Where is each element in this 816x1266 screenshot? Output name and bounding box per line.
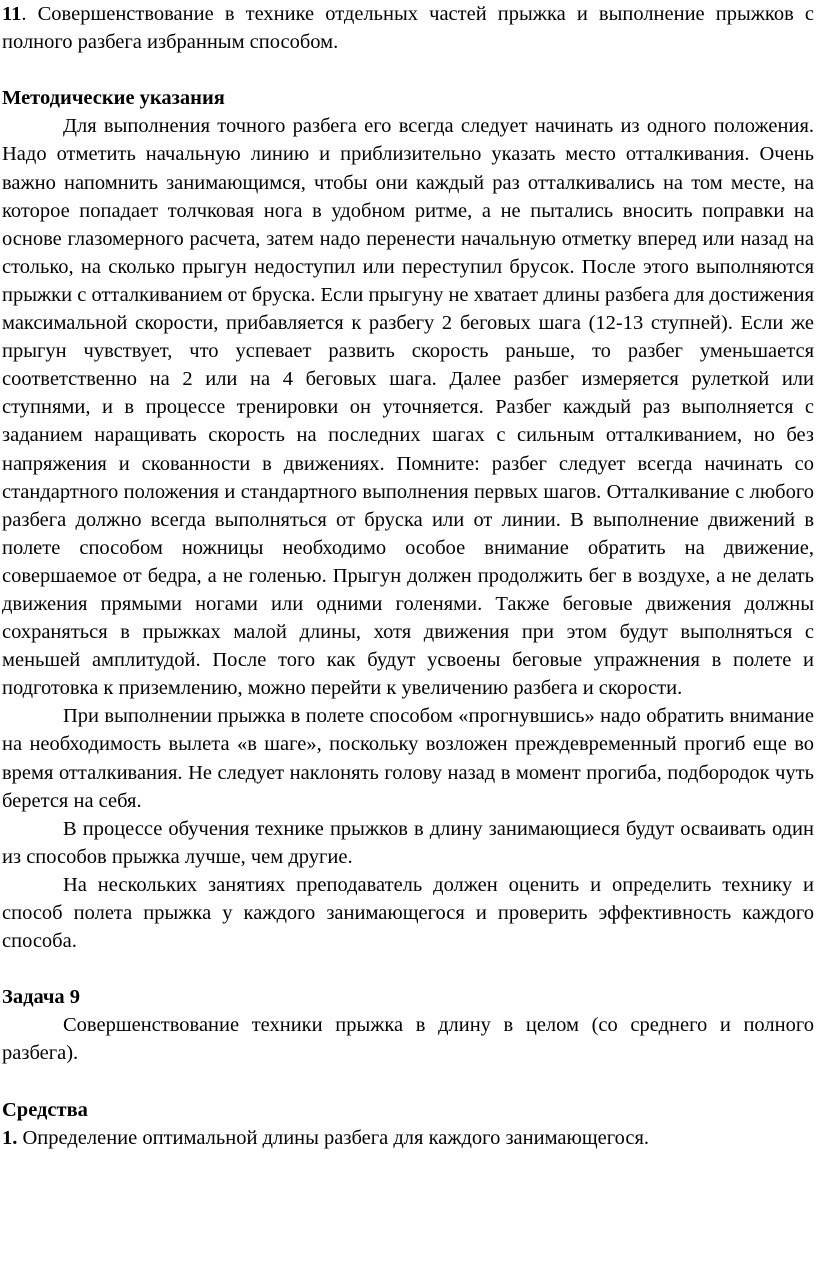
task-9-text: Совершенствование техники прыжка в длину в целом (со среднего и полного разбега). (2, 1014, 814, 1065)
means-heading: Средства (2, 1098, 88, 1121)
item-11-text: . Совершенствование в технике отдельных частей прыжка и выполнение прыжков с полного разбега избранным способом. (2, 3, 814, 54)
methodical-paragraph-2: При выполнении прыжка в полете способом «прогнувшись» надо обратить внимание на необходимость вылета «в шаге», поскольку возложен преждевременный прогиб еще во время отталкивания. Не следует наклонять голову назад в момент прогиба, подбородок чуть берется на себя. (2, 705, 814, 812)
methodical-heading: Методические указания (2, 87, 225, 110)
means-item-1 (2, 1124, 814, 1152)
means-item-1-number: 1. (2, 1126, 18, 1149)
item-11-number: 11 (2, 3, 22, 25)
methodical-paragraph-1: Для выполнения точного разбега его всегда следует начинать из одного положения. Надо отметить начальную линию и приблизительно указать место отталкивания. Очень важно напомнить занимающимся, чтобы они каждый раз отталкивались на том месте, на которое попадает толчковая нога в удобном ритме, а не пытались вносить поправки на основе глазомерного расчета, затем надо перенести начальную отметку вперед или назад на столько, на сколько прыгун недоступил или переступил брусок. После этого выполняются прыжки с отталкиванием от бруска. Если прыгуну не хватает длины разбега для достижения максимальной скорости, прибавляется к разбегу 2 беговых шага (12-13 ступней). Если же прыгун чувствует, что успевает развить скорость раньше, то разбег уменьшается соответственно на 2 или на 4 беговых шага. Далее разбег измеряется рулеткой или ступнями, и в процессе тренировки он уточняется. Разбег каждый раз выполняется с заданием наращивать скорость на последних шагах с сильным отталкиванием, но без напряжения и скованности в движениях. Помните: разбег следует всегда начинать со стандартного положения и стандартного выполнения первых шагов. Отталкивание с любого разбега должно всегда выполняться от бруска или от линии. В выполнение движений в полете способом ножницы необходимо особое внимание обратить на движение, совершаемое от бедра, а не голенью. Прыгун должен продолжить бег в воздухе, а не делать движения прямыми ногами или одними голенями. Также беговые движения должны сохраняться в прыжках малой длины, хотя движения при этом будут выполняться с меньшей амплитудой. После того как будут усвоены беговые упражнения в полете и подготовка к приземлению, можно перейти к увеличению разбега и скорости. (2, 115, 814, 700)
means-item-1-text: Определение оптимальной длины разбега для каждого занимающегося. (17, 1126, 650, 1149)
methodical-paragraph-3: В процессе обучения технике прыжков в длину занимающиеся будут осваивать один из способов прыжка лучше, чем другие. (2, 817, 814, 868)
spacer (2, 955, 814, 983)
item-11-paragraph (2, 0, 814, 56)
spacer (2, 1068, 814, 1096)
task-9-heading: Задача 9 (2, 986, 81, 1009)
methodical-paragraph-4: На нескольких занятиях преподаватель должен оценить и определить технику и способ полета прыжка у каждого занимающегося и проверить эффективность каждого способа. (2, 873, 814, 953)
spacer (2, 56, 814, 84)
